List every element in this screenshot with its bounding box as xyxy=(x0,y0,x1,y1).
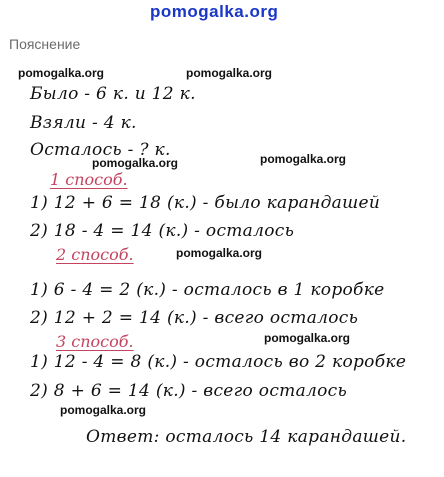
method-2-step: 1) 6 - 4 = 2 (к.) - осталось в 1 коробке xyxy=(30,280,385,300)
method-3-step: 2) 8 + 6 = 14 (к.) - всего осталось xyxy=(30,381,348,401)
method-2-step: 2) 12 + 2 = 14 (к.) - всего осталось xyxy=(30,308,359,328)
method-3-title: 3 способ. xyxy=(56,332,134,351)
watermark: pomogalka.org xyxy=(264,331,351,345)
given-line: Взяли - 4 к. xyxy=(30,113,137,133)
solution-image xyxy=(0,56,444,477)
watermark: pomogalka.org xyxy=(18,66,105,80)
watermark: pomogalka.org xyxy=(176,246,263,260)
watermark: pomogalka.org xyxy=(186,66,273,80)
answer-line: Ответ: осталось 14 карандашей. xyxy=(86,427,407,447)
section-label: Пояснение xyxy=(9,36,81,52)
method-1-step: 2) 18 - 4 = 14 (к.) - осталось xyxy=(30,221,295,241)
site-logo[interactable]: pomogalka.org xyxy=(150,2,279,21)
method-1-title: 1 способ. xyxy=(50,170,128,189)
watermark: pomogalka.org xyxy=(60,403,147,417)
watermark: pomogalka.org xyxy=(92,156,179,170)
watermark: pomogalka.org xyxy=(260,152,347,166)
method-3-step: 1) 12 - 4 = 8 (к.) - осталось во 2 коробке xyxy=(30,352,407,372)
given-line: Осталось - ? к. xyxy=(30,140,171,160)
site-header xyxy=(0,0,444,26)
method-1-step: 1) 12 + 6 = 18 (к.) - было карандашей xyxy=(30,193,381,213)
given-line: Было - 6 к. и 12 к. xyxy=(30,84,196,104)
method-2-title: 2 способ. xyxy=(56,245,134,264)
